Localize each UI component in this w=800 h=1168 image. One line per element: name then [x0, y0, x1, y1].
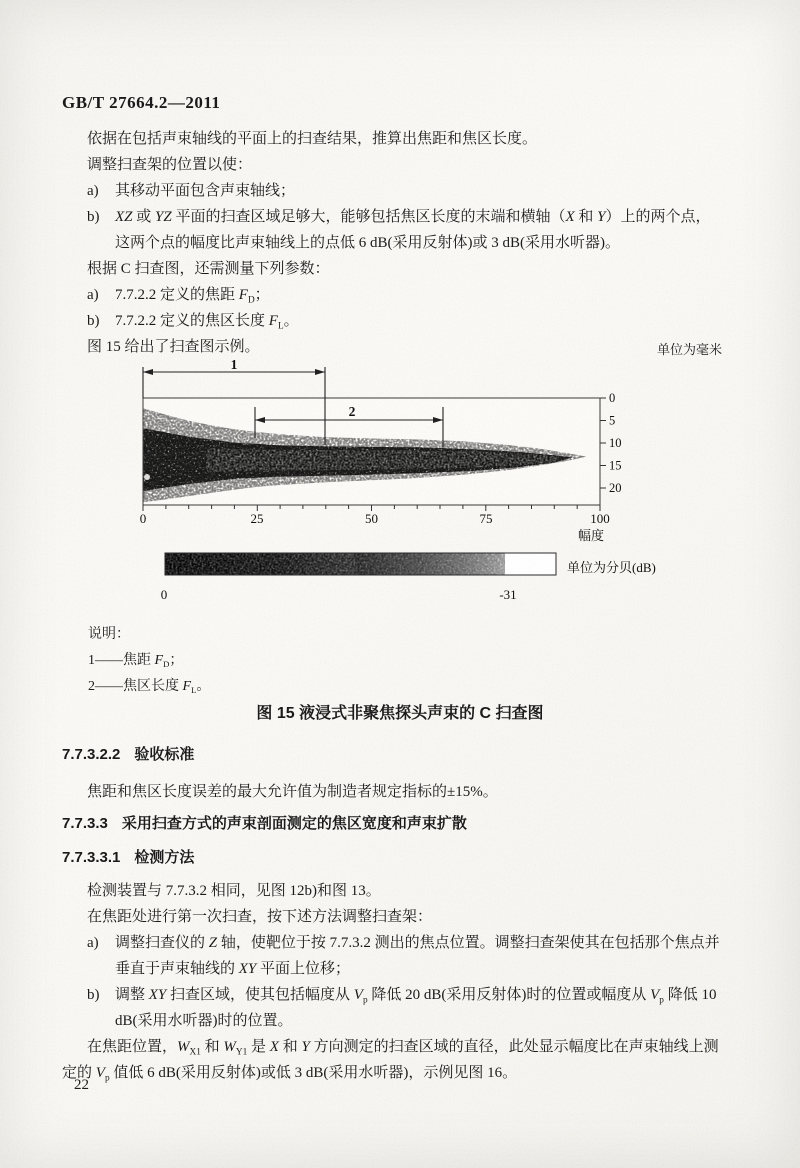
x-tick-50: 50 [365, 511, 378, 526]
list-label: b) [87, 209, 100, 225]
section-number: 7.7.3.3 [62, 815, 108, 832]
colorbar-unit-label: 单位为分贝(dB) [567, 560, 656, 575]
list-text: XZ 或 YZ 平面的扫查区域足够大，能够包括焦区长度的末端和横轴（X 和 Y）上的两个点，这两个点的幅度比声束轴线上的点低 6 dB(采用反射体)或 3 dB(采用水听器)。 [115, 209, 711, 251]
list-text: 7.7.2.2 定义的焦距 $F_D$； [115, 287, 270, 306]
section-number: 7.7.3.3.1 [62, 849, 121, 866]
dimension-1-label: 1 [230, 360, 238, 372]
y-tick-10: 10 [609, 436, 622, 450]
legend-title: 说明： [88, 627, 130, 642]
y-tick-15: 15 [609, 458, 622, 473]
list-label: b) [87, 987, 100, 1003]
unit-note-mm: 单位为毫米 [656, 342, 722, 357]
y-tick-5: 5 [609, 413, 616, 428]
paragraph-scan-result: 依据在包括声束轴线的平面上的扫查结果，推算出焦距和焦区长度。 [87, 131, 538, 147]
section-title: 采用扫查方式的声束剖面测定的焦区宽度和声束扩散 [121, 815, 467, 832]
legend-item-2: 2——焦区长度 $F_L$。 [88, 679, 211, 696]
dimension-2-label: 2 [348, 404, 356, 419]
x-tick-75: 75 [479, 511, 493, 526]
paragraph-acceptance-criteria: 焦距和焦区长度误差的最大允许值为制造者规定指标的±15%。 [87, 784, 498, 800]
x-tick-100: 100 [590, 511, 610, 526]
list-item-b [62, 204, 722, 256]
list-item-b2 [62, 308, 722, 334]
list-label: a) [87, 183, 99, 199]
section-number: 7.7.3.2.2 [62, 746, 121, 763]
paragraph-first-scan: 在焦距处进行第一次扫查，按下述方法调整扫查架： [87, 909, 433, 925]
list-item-a2 [62, 282, 722, 308]
y-tick-20: 20 [609, 481, 622, 495]
x-tick-0: 0 [139, 511, 147, 526]
list-text: 其移动平面包含声束轴线； [115, 183, 296, 199]
page-number: 22 [74, 1077, 89, 1093]
list-text: 7.7.2.2 定义的焦区长度 $F_L$。 [115, 313, 299, 332]
scan-artifact-dot [144, 474, 150, 480]
method-text-block [62, 878, 722, 1086]
list-label: a) [87, 287, 99, 303]
list-text: 调整扫查仪的 Z 轴，使靶位于按 7.7.3.2 测出的焦点位置。调整扫查架使其在包括那个焦点并垂直于声束轴线的 XY 平面上位移； [115, 935, 720, 977]
colorbar-right-value: -31 [499, 587, 517, 602]
paragraph-figure-intro: 图 15 给出了扫查图示例。 [87, 339, 260, 355]
list-item-b3 [62, 982, 722, 1034]
list-label: b) [87, 313, 100, 329]
list-item-a [62, 178, 722, 204]
intro-text-block [62, 126, 722, 360]
paragraph-c-scan-params: 根据 C 扫查图，还需测量下列参数： [87, 261, 330, 277]
x-tick-25: 25 [250, 511, 264, 526]
list-text: 调整 XY 扫查区域，使其包括幅度从 $V_p$ 降低 20 dB(采用反射体)时的位置或幅度从 $V_p$ 降低 10 dB(采用水听器)时的位置。 [115, 987, 717, 1029]
figure-legend [88, 622, 210, 700]
list-item-a3 [62, 930, 722, 982]
section-heading-7-7-3-3 [62, 813, 467, 835]
colorbar-left-value: 0 [160, 587, 168, 602]
list-label: a) [87, 935, 99, 951]
y-axis [600, 398, 606, 488]
standard-number: GB/T 27664.2—2011 [62, 93, 221, 112]
section-title: 检测方法 [134, 849, 195, 866]
figure-caption: 图 15 液浸式非聚焦探头声束的 C 扫查图 [256, 705, 544, 722]
x-axis-label: 幅度 [577, 528, 604, 543]
paragraph-adjust-scanner: 调整扫查架的位置以使： [87, 157, 253, 173]
section-heading-7-7-3-3-1 [62, 847, 194, 869]
colorbar [165, 553, 556, 575]
legend-item-1: 1——焦距 $F_D$； [88, 653, 184, 670]
paragraph-diameters: 在焦距位置，$W_{X1}$ 和 $W_{Y1}$ 是 X 和 Y 方向测定的扫查区域的直径，此处显示幅度比在声束轴线上测定的 $V_p$ 值低 6 dB(采用反射体)或低 3 dB(采用水听器)，示例见图 16。 [62, 1039, 719, 1084]
figure-15-c-scan [130, 360, 670, 610]
y-tick-0: 0 [609, 391, 616, 405]
paragraph-apparatus: 检测装置与 7.7.3.2 相同，见图 12b)和图 13。 [87, 883, 381, 899]
section-title: 验收标准 [134, 746, 195, 763]
section-heading-7-7-3-2-2 [62, 744, 194, 766]
